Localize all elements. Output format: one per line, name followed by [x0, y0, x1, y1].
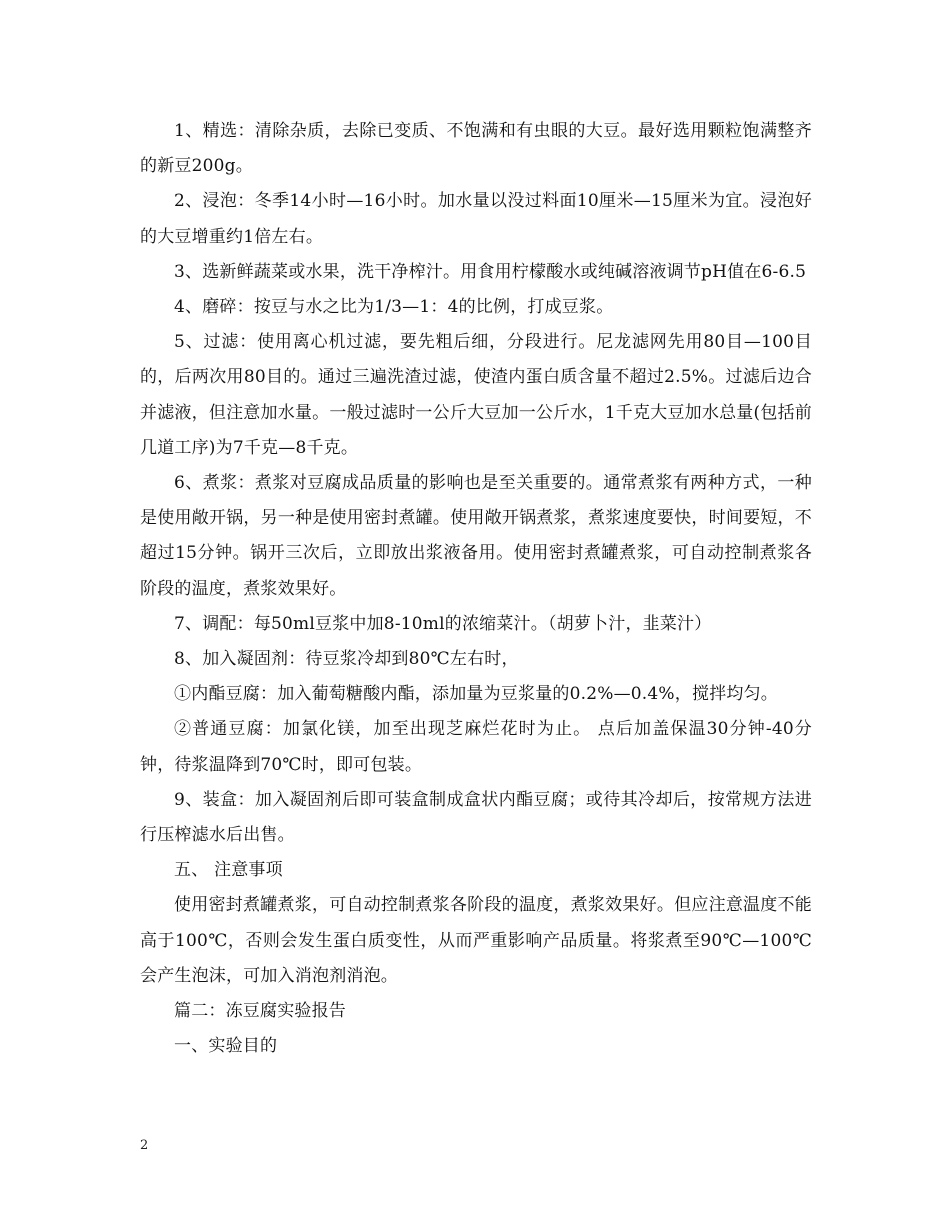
document-body [140, 114, 812, 1064]
paragraph-step-5-filtering: 5、过滤：使用离心机过滤，要先粗后细，分段进行。尼龙滤网先用80目—100目的，后两次用80目的。通过三遍洗渣过滤，使渣内蛋白质含量不超过2.5%。过滤后边合并滤液，但注意加水量。一般过滤时一公斤大豆加一公斤水，1千克大豆加水总量(包括前几道工序)为7千克—8千克。 [140, 332, 812, 458]
section-heading-objective: 一、实验目的 [174, 1036, 278, 1057]
paragraph-step-4-grinding: 4、磨碎：按豆与水之比为1/3—1：4的比例，打成豆浆。 [174, 297, 614, 318]
paragraph-lactone-tofu: ①内酯豆腐：加入葡萄糖酸内酯，添加量为豆浆量的0.2%—0.4%，搅拌均匀。 [174, 684, 778, 705]
section-heading-notes: 五、 注意事项 [174, 860, 283, 881]
paragraph-step-3-juice: 3、选新鲜蔬菜或水果，洗干净榨汁。用食用柠檬酸水或纯碱溶液调节pH值在6-6.5 [174, 261, 807, 282]
paragraph-step-2-soaking: 2、浸泡：冬季14小时—16小时。加水量以没过料面10厘米—15厘米为宜。浸泡好的大豆增重约1倍左右。 [140, 191, 812, 247]
paragraph-step-1-selection: 1、精选：清除杂质，去除已变质、不饱满和有虫眼的大豆。最好选用颗粒饱满整齐的新豆200g。 [140, 121, 812, 177]
paragraph-notes: 使用密封煮罐煮浆，可自动控制煮浆各阶段的温度，煮浆效果好。但应注意温度不能高于100℃，否则会发生蛋白质变性，从而严重影响产品质量。将浆煮至90℃—100℃会产生泡沫，可加入消泡剂消泡。 [140, 895, 812, 986]
paragraph-step-7-mixing: 7、调配：每50ml豆浆中加8-10ml的浓缩菜汁。（胡萝卜汁，韭菜汁） [174, 613, 712, 634]
page-number: 2 [140, 1138, 149, 1153]
paragraph-regular-tofu: ②普通豆腐：加氯化镁，加至出现芝麻烂花时为止。 点后加盖保温30分钟-40分钟，待浆温降到70℃时，即可包装。 [140, 719, 812, 775]
paragraph-step-6-boiling: 6、煮浆：煮浆对豆腐成品质量的影响也是至关重要的。通常煮浆有两种方式，一种是使用敞开锅，另一种是使用密封煮罐。使用敞开锅煮浆，煮浆速度要快，时间要短，不超过15分钟。锅开三次后，立即放出浆液备用。使用密封煮罐煮浆，可自动控制煮浆各阶段的温度，煮浆效果好。 [140, 473, 812, 599]
chapter-heading-frozen-tofu: 篇二：冻豆腐实验报告 [174, 1001, 346, 1022]
paragraph-step-8-coagulant: 8、加入凝固剂：待豆浆冷却到80℃左右时， [174, 649, 519, 670]
paragraph-step-9-boxing: 9、装盒：加入凝固剂后即可装盒制成盒状内酯豆腐；或待其冷却后，按常规方法进行压榨滤水后出售。 [140, 789, 812, 846]
